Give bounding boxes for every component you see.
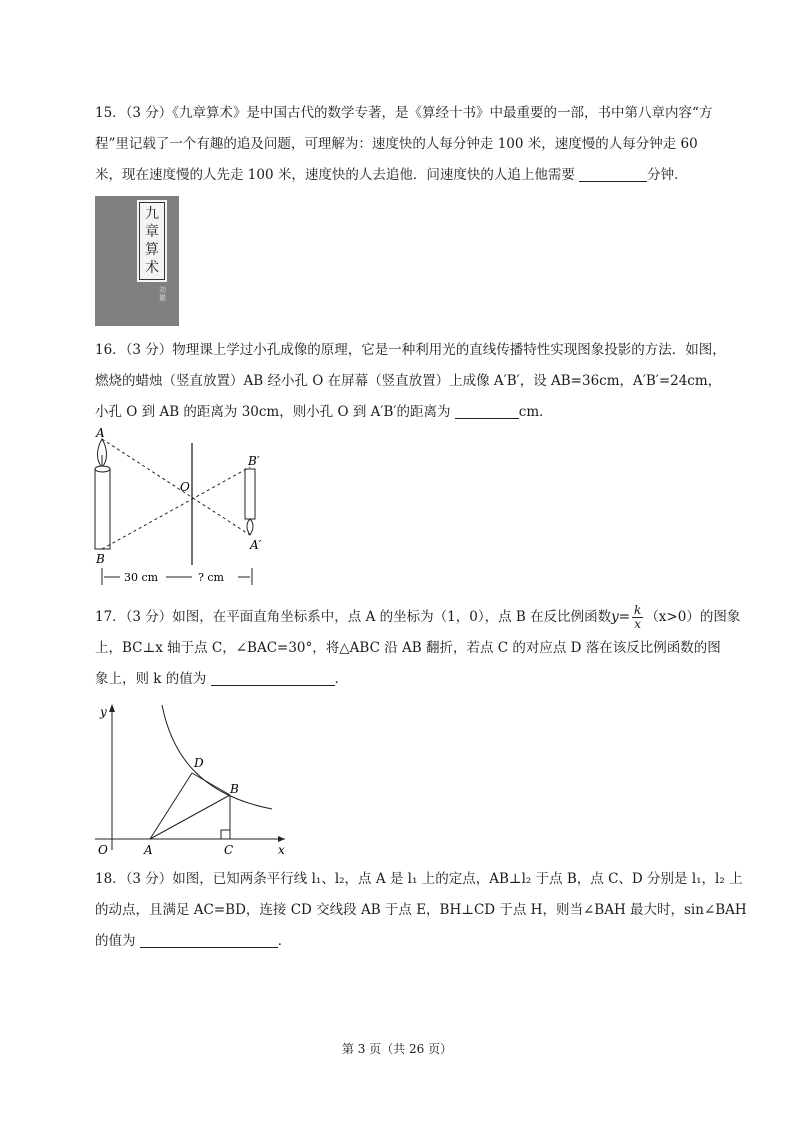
q18-answer-blank[interactable] bbox=[140, 931, 278, 948]
q16-line-2: 燃烧的蜡烛（竖直放置）AB 经小孔 O 在屏幕（竖直放置）上成像 A′B′，设 AB=36cm，A′B′=24cm， bbox=[95, 373, 722, 389]
dim-label-unknown: ? cm bbox=[198, 571, 224, 584]
label-A: A bbox=[96, 426, 105, 440]
q17-line-2: 上，BC⊥x 轴于点 C，∠BAC=30°，将△ABC 沿 AB 翻折，若点 C 的对应点 D 落在该反比例函数的图 bbox=[95, 640, 721, 656]
label-A-prime: A′ bbox=[250, 538, 262, 552]
page-footer: 第 3 页（共 26 页） bbox=[341, 1042, 453, 1056]
q16-line-1: 16．（3 分）物理课上学过小孔成像的原理，它是一种利用光的直线传播特性实现图象投影的方法．如图， bbox=[95, 342, 726, 358]
label-D: D bbox=[194, 756, 204, 770]
q15-line-1: 15．（3 分）《九章算术》是中国古代的数学专著，是《算经十书》中最重要的一部，书中第八章内容“方 bbox=[95, 105, 713, 121]
segment-AB bbox=[150, 795, 230, 839]
q15-line-3 bbox=[95, 160, 735, 191]
fraction-numerator: k bbox=[634, 603, 642, 617]
label-O: O bbox=[180, 480, 190, 494]
coordinate-figure bbox=[90, 700, 300, 860]
label-B: B bbox=[96, 552, 105, 566]
q16-line-3-text: 小孔 O 到 AB 的距离为 30cm，则小孔 O 到 A′B′的距离为 bbox=[95, 404, 451, 420]
segment-AD bbox=[150, 773, 192, 839]
q18-line-2: 的动点，且满足 AC=BD，连接 CD 交线段 AB 于点 E，BH⊥CD 于点 H，则当∠BAH 最大时，sin∠BAH bbox=[95, 902, 747, 918]
q16-answer-blank[interactable] bbox=[455, 402, 519, 419]
q17-line-1b: （x>0）的图象 bbox=[645, 609, 741, 625]
question-18 bbox=[95, 864, 747, 957]
q16-line-3 bbox=[95, 397, 735, 428]
book-title-char: 章 bbox=[145, 224, 159, 240]
fraction-denominator: x bbox=[634, 617, 642, 631]
label-O: O bbox=[98, 843, 108, 857]
q18-line-3 bbox=[95, 926, 735, 957]
right-angle-mark bbox=[221, 830, 230, 839]
label-B-prime: B′ bbox=[248, 454, 260, 468]
q18-line-1: 18．（3 分）如图，已知两条平行线 l₁、l₂，点 A 是 l₁ 上的定点，AB⊥l₂ 于点 B，点 C、D 分别是 l₁，l₂ 上 bbox=[95, 871, 743, 887]
label-A: A bbox=[144, 843, 153, 857]
q17-line-1 bbox=[95, 602, 741, 633]
q17-answer-blank[interactable] bbox=[211, 669, 335, 686]
q15-line-2: 程”里记载了一个有趣的追及问题，可理解为：速度快的人每分钟走 100 米，速度慢的人每分钟走 60 bbox=[95, 136, 698, 152]
ray-a bbox=[102, 439, 250, 535]
label-x: x bbox=[278, 843, 285, 857]
image-flame bbox=[247, 519, 253, 535]
q17-line-3 bbox=[95, 664, 735, 695]
ray-b bbox=[102, 467, 250, 549]
candle-body bbox=[95, 469, 110, 549]
book-cover-figure bbox=[95, 196, 179, 326]
book-title-char: 术 bbox=[145, 260, 159, 276]
q15-line-3-end: 分钟． bbox=[647, 167, 688, 183]
book-stamp: 刘徽 bbox=[159, 286, 166, 302]
question-15 bbox=[95, 98, 735, 191]
question-17 bbox=[95, 602, 741, 695]
question-16 bbox=[95, 335, 735, 428]
q18-line-3-text: 的值为 bbox=[95, 933, 136, 949]
func-y: y= bbox=[611, 609, 631, 625]
book-title-char: 算 bbox=[145, 242, 159, 258]
label-C: C bbox=[224, 843, 234, 857]
q17-line-3-text: 象上，则 k 的值为 bbox=[95, 671, 207, 687]
dim-label-30cm: 30 cm bbox=[124, 571, 159, 584]
book-title-box bbox=[139, 202, 165, 280]
q15-answer-blank[interactable] bbox=[579, 165, 647, 182]
candle-top bbox=[95, 466, 110, 472]
segment-DB bbox=[192, 773, 230, 795]
book-title-char: 九 bbox=[145, 206, 159, 222]
q17-line-3-end: ． bbox=[334, 671, 349, 687]
label-B: B bbox=[230, 782, 239, 796]
pinhole-figure bbox=[90, 425, 270, 590]
q17-line-1a: 17．（3 分）如图，在平面直角坐标系中，点 A 的坐标为（1，0），点 B 在反比例函数 bbox=[95, 609, 612, 625]
x-axis-arrow bbox=[278, 836, 285, 842]
y-axis-arrow bbox=[109, 704, 115, 712]
image-candle-body bbox=[245, 469, 255, 519]
q16-line-3-end: cm． bbox=[518, 404, 553, 420]
q15-line-3-text: 米，现在速度慢的人先走 100 米，速度快的人去追他．问速度快的人追上他需要 bbox=[95, 167, 575, 183]
fraction bbox=[632, 604, 643, 631]
label-y: y bbox=[100, 705, 107, 719]
q18-line-3-end: ． bbox=[277, 933, 292, 949]
